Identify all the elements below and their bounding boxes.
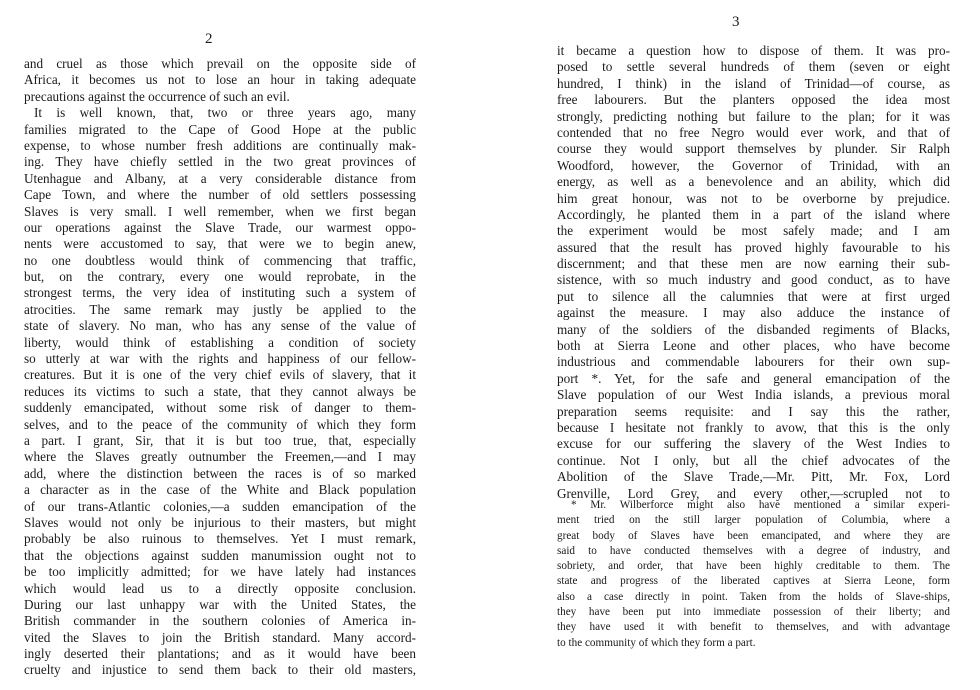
text-line: Abolition of the Slave Trade,—Mr. Pitt, Mr. Fox, Lord bbox=[557, 469, 950, 485]
right-page bbox=[490, 0, 980, 690]
text-line: cruelty and injustice to send them back to their old masters, bbox=[24, 662, 416, 678]
text-line: liberty, would think of establishing a condition of society bbox=[24, 334, 416, 350]
text-line: which would lead us to a directly opposite conclusion. bbox=[24, 580, 416, 596]
text-line: they have been put into immediate possession of their liberty; and bbox=[557, 606, 950, 619]
text-line: both at Sierra Leone and other places, who have become bbox=[557, 338, 950, 354]
text-line: strongest terms, the very idea of instituting such a system of bbox=[24, 285, 416, 301]
text-line: Africa, it becomes us not to lose an hour in taking adequate bbox=[24, 72, 416, 88]
text-line: discernment; and that these men are now earning their sub- bbox=[557, 256, 950, 272]
text-line: families migrated to the Cape of Good Hope at the public bbox=[24, 121, 416, 137]
text-line: of our trans-Atlantic colonies,—a sudden emancipation of the bbox=[24, 498, 416, 514]
text-line: Grenville, Lord Grey, and every other,—scrupled not to bbox=[557, 485, 950, 501]
text-line: British commander in the southern colonies of America in- bbox=[24, 613, 416, 629]
text-line: Slaves would not only be injurious to their masters, but might bbox=[24, 514, 416, 530]
text-line: precautions against the occurrence of such an evil. bbox=[24, 88, 290, 104]
text-line: nents were accustomed to say, that were we to begin anew, bbox=[24, 236, 416, 252]
text-line: him great honour, was not to be overborne by prejudice. bbox=[557, 190, 950, 206]
text-line: industrious and commendable labourers for their own sup- bbox=[557, 354, 950, 370]
text-line: said to have conducted themselves with a degree of industry, and bbox=[557, 544, 950, 557]
text-line: ingly deserted their plantations; and as it would have been bbox=[24, 646, 416, 662]
text-line: our operations against the Slave Trade, our warmest oppo- bbox=[24, 219, 416, 235]
text-line: to the community of which they form a part. bbox=[557, 636, 756, 649]
text-line: add, where the distinction between the races is of so marked bbox=[24, 465, 416, 481]
text-line: be too implicitly admitted; for we have lately had instances bbox=[24, 564, 416, 580]
text-line: Slaves is very small. I well remember, when we first began bbox=[24, 203, 416, 219]
text-line: During our last unhappy war with the United States, the bbox=[24, 596, 416, 612]
text-line: port *. Yet, for the safe and general emancipation of the bbox=[557, 370, 950, 386]
text-line: creatures. But it is one of the very chief evils of slavery, that it bbox=[24, 367, 416, 383]
text-line: Utenhague and Albany, at a very considerable distance from bbox=[24, 170, 416, 186]
text-line: ing. They have chiefly settled in the two great provinces of bbox=[24, 154, 416, 170]
left-page bbox=[0, 0, 480, 690]
text-line: a part. I grant, Sir, that it is but too true, that, especially bbox=[24, 432, 416, 448]
text-line: put to silence all the calumnies that were at first urged bbox=[557, 288, 950, 304]
text-line: sistence, with so much industry and good conduct, as to have bbox=[557, 272, 950, 288]
text-line: a character as in the case of the White and Black population bbox=[24, 482, 416, 498]
text-line: sobriety, and order, that have been highly creditable to them. The bbox=[557, 560, 950, 573]
text-line: hundred, I think) in the island of Trinidad—of course, as bbox=[557, 75, 950, 91]
body-text bbox=[557, 43, 950, 502]
text-line: expense, to whose number fresh additions are continually mak- bbox=[24, 137, 416, 153]
text-line: suddenly emancipated, without some risk of danger to them- bbox=[24, 400, 416, 416]
text-line: probably be also ruinous to themselves. Yet I must remark, bbox=[24, 531, 416, 547]
text-line: that the objections against sudden manumission ought not to bbox=[24, 547, 416, 563]
text-line: where the Slaves greatly outnumber the Freemen,—and I may bbox=[24, 449, 416, 465]
text-line: Accordingly, he planted them in a part of the island where bbox=[557, 206, 950, 222]
page-number: 2 bbox=[205, 31, 213, 47]
text-line: * Mr. Wilberforce might also have mentioned a similar experi- bbox=[571, 499, 950, 511]
text-line: contended that no free Negro would ever work, and that of bbox=[557, 124, 950, 140]
text-line: reduces its victims to such a state, that they cannot always be bbox=[24, 383, 416, 399]
text-line: no one doubtless would think of commencing that traffic, bbox=[24, 252, 416, 268]
text-line: ment tried on the still larger population of Columbia, where a bbox=[557, 514, 950, 527]
text-line: against the measure. I may also adduce the instance of bbox=[557, 305, 950, 321]
text-line: they have used it with benefit to themselves, and with advantage bbox=[557, 621, 950, 634]
text-line: energy, as well as a benevolence and an ability, which did bbox=[557, 174, 950, 190]
text-line: Cape Town, and where the number of old settlers possessing bbox=[24, 187, 416, 203]
text-line: posed to settle several hundreds of them (seven or eight bbox=[557, 59, 950, 75]
text-line: Slave population of our West India islands, a previous moral bbox=[557, 387, 950, 403]
text-line: course they would support themselves by plunder. Sir Ralph bbox=[557, 141, 950, 157]
body-text bbox=[24, 56, 416, 679]
text-line: vited the Slaves to join the British standard. Many accord- bbox=[24, 629, 416, 645]
text-line: Woodford, however, the Governor of Trinidad, with an bbox=[557, 157, 950, 173]
text-line: because I hesitate not frankly to avow, that this is the only bbox=[557, 419, 950, 435]
text-line: selves, and to the peace of the community of which they form bbox=[24, 416, 416, 432]
text-line: preparation seems requisite: and I say this the rather, bbox=[557, 403, 950, 419]
text-line: It is well known, that, two or three years ago, many bbox=[34, 105, 416, 121]
text-line: excuse for our suffering the slavery of the West Indies to bbox=[557, 436, 950, 452]
text-line: many of the soldiers of the disbanded regiments of Blacks, bbox=[557, 321, 950, 337]
text-line: the experiment would be most safely made; and I am bbox=[557, 223, 950, 239]
text-line: atrocities. The same remark may justly be applied to the bbox=[24, 301, 416, 317]
text-line: great body of Slaves have been emancipated, and where they are bbox=[557, 529, 950, 542]
text-line: also a case directly in point. Taken from the holds of Slave-ships, bbox=[557, 590, 950, 603]
text-line: state of slavery. No man, who has any sense of the value of bbox=[24, 318, 416, 334]
text-line: continue. Not I only, but all the chief advocates of the bbox=[557, 452, 950, 468]
page-number: 3 bbox=[732, 14, 740, 30]
text-line: assured that the result has proved highly favourable to his bbox=[557, 239, 950, 255]
text-line: strongly, predicting nothing but failure to the plan; for it was bbox=[557, 108, 950, 124]
text-line: free labourers. But the planters opposed the idea most bbox=[557, 92, 950, 108]
footnote bbox=[557, 498, 950, 651]
text-line: state and progress of the liberated captives at Sierra Leone, form bbox=[557, 575, 950, 588]
text-line: it became a question how to dispose of them. It was pro- bbox=[557, 43, 950, 58]
text-line: but, on the contrary, every one would reprobate, in the bbox=[24, 269, 416, 285]
text-line: and cruel as those which prevail on the opposite side of bbox=[24, 56, 416, 71]
text-line: so utterly at war with the rights and happiness of our fellow- bbox=[24, 351, 416, 367]
